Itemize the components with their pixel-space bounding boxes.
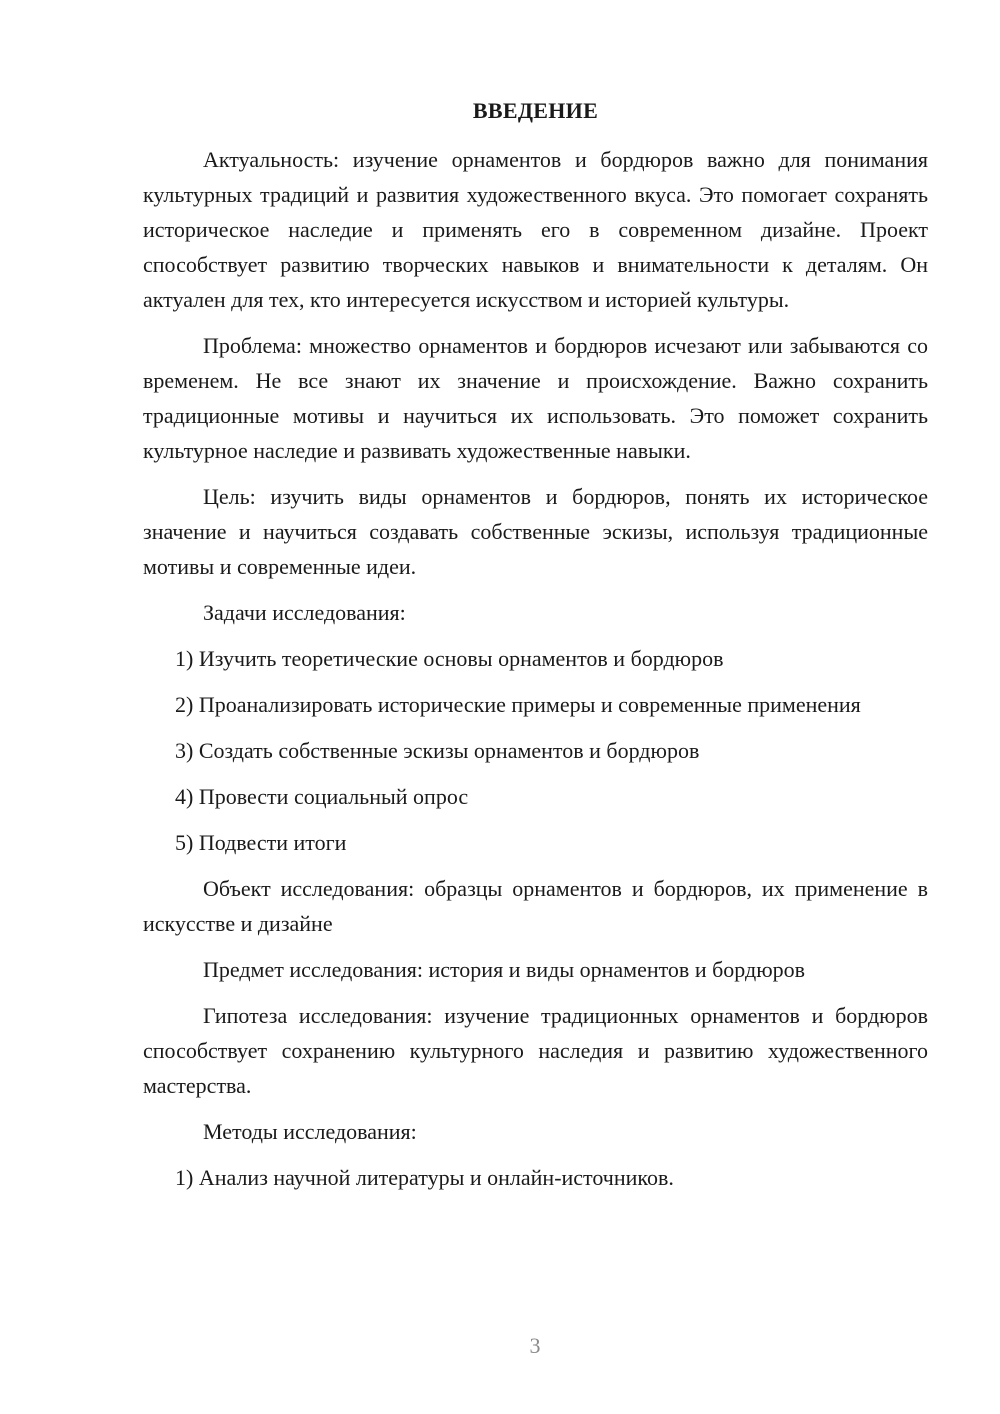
task-item-2: 2) Проанализировать исторические примеры и современные применения [175, 692, 861, 717]
page-number: 3 [529, 1333, 541, 1358]
section-title: ВВЕДЕНИЕ [472, 98, 599, 123]
methods-heading: Методы исследования: [203, 1119, 417, 1144]
goal-paragraph: Цель: изучить виды орнаментов и бордюров, понять их историческое значение и научиться создавать собственные эскизы, используя традиционные мотивы и современные идеи. [143, 484, 928, 579]
task-item-3: 3) Создать собственные эскизы орнаментов и бордюров [175, 738, 700, 763]
subject-paragraph: Предмет исследования: история и виды орнаментов и бордюров [203, 957, 806, 982]
method-item-1: 1) Анализ научной литературы и онлайн-источников. [175, 1165, 674, 1190]
relevance-paragraph: Актуальность: изучение орнаментов и бордюров важно для понимания культурных традиций и развития художественного вкуса. Это помогает сохранять историческое наследие и применять его в современном дизайне. Проект способствует развитию творческих навыков и внимательности к деталям. Он актуален для тех, кто интересуется искусством и историей культуры. [143, 147, 928, 312]
task-item-4: 4) Провести социальный опрос [175, 784, 469, 809]
document-page [143, 96, 928, 1206]
tasks-heading: Задачи исследования: [203, 600, 406, 625]
object-paragraph: Объект исследования: образцы орнаментов и бордюров, их применение в искусстве и дизайне [143, 876, 928, 936]
problem-paragraph: Проблема: множество орнаментов и бордюров исчезают или забываются со временем. Не все знают их значение и происхождение. Важно сохранить традиционные мотивы и научиться их использовать. Это поможет сохранить культурное наследие и развивать художественные навыки. [143, 333, 928, 463]
task-item-1: 1) Изучить теоретические основы орнаментов и бордюров [175, 646, 724, 671]
task-item-5: 5) Подвести итоги [175, 830, 347, 855]
hypothesis-paragraph: Гипотеза исследования: изучение традиционных орнаментов и бордюров способствует сохранению культурного наследия и развитию художественного мастерства. [143, 1003, 928, 1098]
